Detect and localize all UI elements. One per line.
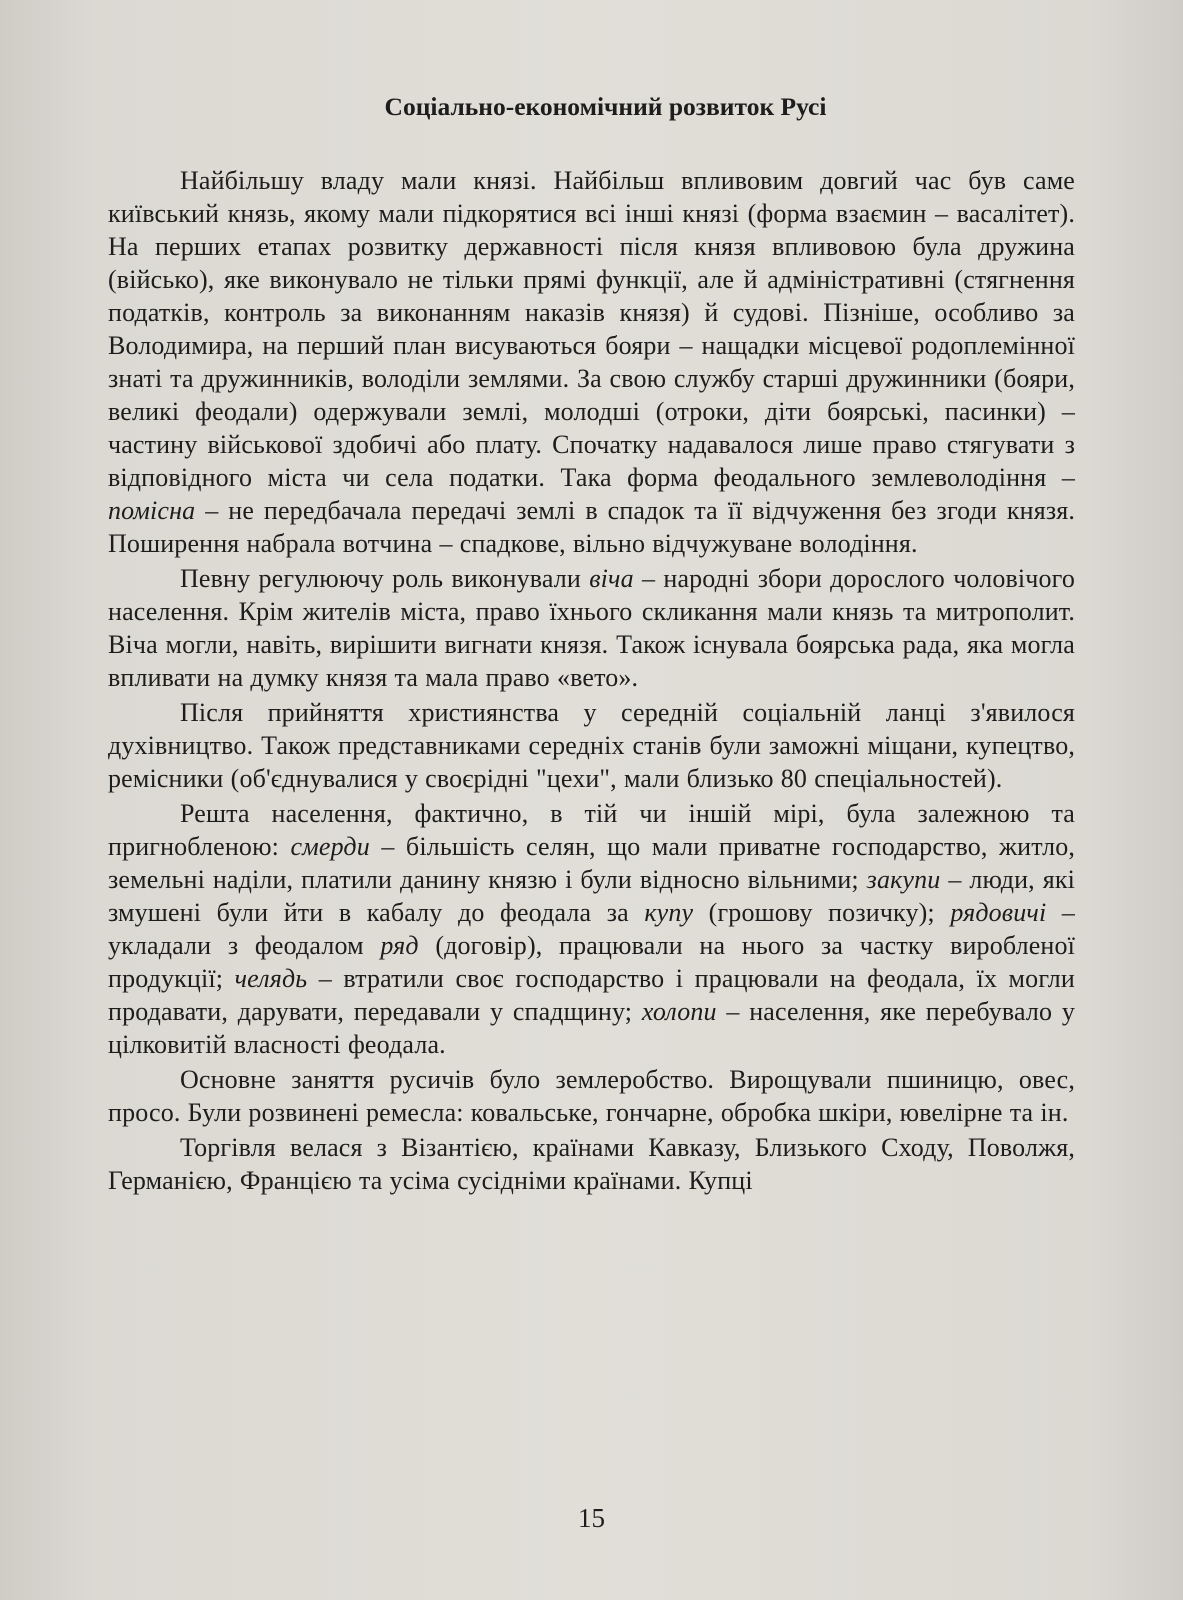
page-number: 15 [578, 1503, 605, 1533]
paragraph-text: Торгівля велася з Візантією, країнами Кавказу, Близького Сходу, Поволжя, Германією, Францією та усіма сусідніми країнами. Купці [108, 1133, 1075, 1195]
paragraph-dependent-population [108, 797, 1075, 1061]
paragraph-text: – більшість селян, що мали приватне господарство, житло, земельні наділи, платили данину князю і були відносно вільними; [108, 832, 1076, 894]
paragraph-text: Основне заняття русичів було землеробство. Вирощували пшиницю, овес, просо. Були розвинені ремесла: ковальське, гончарне, обробка шкіри, ювелірне та ін. [108, 1065, 1075, 1127]
paragraph-text: – укладали з феодалом [108, 898, 1075, 960]
paragraph-text: Після прийняття християнства у середній соціальній ланці з'явилося духівництво. Також представниками середніх станів були заможні міщани, купецтво, ремісники (об'єднувалися у своєрідні "цехи", мали близько 80 спеціальностей). [108, 698, 1075, 793]
paragraph-clergy [108, 696, 1075, 795]
term-kholopy: холопи [641, 997, 717, 1026]
term-viche: віча [589, 564, 634, 593]
term-pomisna: – помісна – [108, 463, 1075, 525]
paragraph-text: – втратили своє господарство і працювали на феодала, їх могли продавати, дарувати, передавали у спадщину; [108, 964, 1075, 1026]
paragraph-text: Певну регулюючу роль виконували [180, 564, 590, 593]
term-cheliad: челядь [234, 964, 308, 993]
paragraph-text: – населення, яке перебувало у цілковитій власності феодала. [108, 997, 1075, 1059]
paragraph-trade [108, 1131, 1075, 1197]
paragraph-text: (договір), працювали на нього за частку виробленої продукції; [108, 931, 1075, 993]
paragraph-princes [108, 164, 1075, 560]
paragraph-agriculture [108, 1063, 1075, 1129]
paragraph-text: (грошову позичку); [693, 898, 951, 927]
paragraph-text: не передбачала передачі землі в спадок та її відчуження без згоди князя. Поширення набрала вотчина – спадкове, вільно відчужуване володіння. [108, 496, 1075, 558]
paragraph-text: Решта населення, фактично, в тій чи іншій мірі, була залежною та пригнобленою: [108, 799, 1075, 861]
paragraph-text: – народні збори дорослого чоловічого населення. Крім жителів міста, право їхнього скликання мали князь та митрополит. Віча могли, навіть, вирішити вигнати князя. Також існувала боярська рада, яка могла впливати на думку князя та мала право «вето». [108, 564, 1075, 692]
term-kupa: купу [644, 898, 694, 927]
page-content [108, 92, 1075, 1197]
term-smerdy: смерди [290, 832, 370, 861]
term-riad: ряд [380, 931, 419, 960]
paragraph-text: – люди, які змушені були йти в кабалу до феодала за [108, 865, 1075, 927]
term-zakupy: закупи [866, 865, 941, 894]
page-title: Соціально-економічний розвиток Русі [384, 92, 827, 121]
paragraph-text: Найбільшу владу мали князі. Найбільш впливовим довгий час був саме київський князь, якому мали підкорятися всі інші князі (форма взаємин – васалітет). На перших етапах розвитку державності після князя впливовою була дружина (військо), яке виконувало не тільки прямі функції, але й адміністративні (стягнення податків, контроль за виконанням наказів князя) й судові. Пізніше, особливо за Володимира, на перший план висуваються бояри – нащадки місцевої родоплемінної знаті та дружинників, володіли землями. За свою службу старші дружинники (бояри, великі феодали) одержували землі, молодші (отроки, діти боярські, пасинки) – частину військової здобичі або плату. Спочатку надавалося лише право стягувати з відповідного міста чи села податки. Така форма феодального землеволодіння [108, 166, 1075, 492]
term-riadovychi: рядовичі [950, 898, 1047, 927]
paragraph-viche [108, 562, 1075, 694]
